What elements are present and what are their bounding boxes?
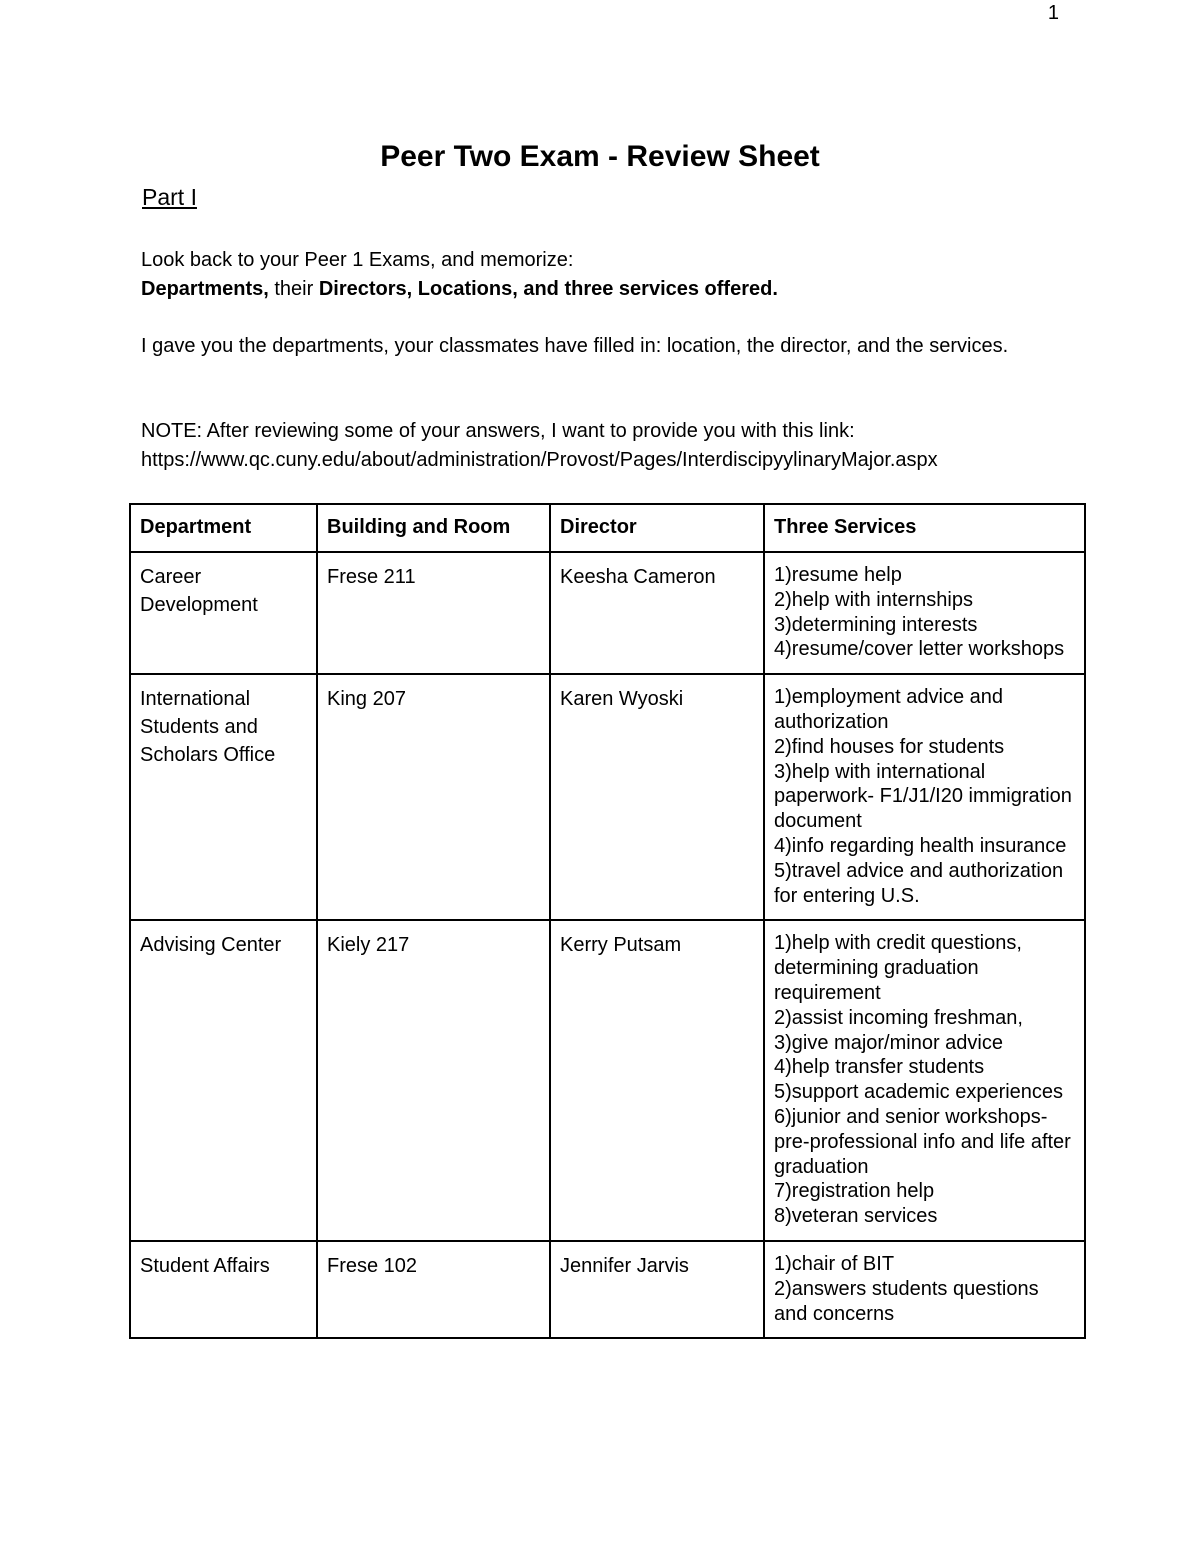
service-item: 6)junior and senior workshops- pre-professional info and life after graduation <box>774 1105 1071 1178</box>
service-item: 4)help transfer students <box>774 1056 985 1079</box>
cell-building: Kiely 217 <box>317 920 550 1241</box>
page-title: Peer Two Exam - Review Sheet <box>380 140 820 173</box>
service-item: 5)travel advice and authorization for entering U.S. <box>774 859 1064 907</box>
cell-department: International Students and Scholars Office <box>130 674 317 920</box>
cell-director: Kerry Putsam <box>550 920 764 1241</box>
instructions-paragraph: I gave you the departments, your classmates have filled in: location, the director, and the services. <box>141 335 1009 357</box>
service-item: 4)info regarding health insurance <box>774 834 1067 857</box>
note-text: NOTE: After reviewing some of your answers, I want to provide you with this link: <box>141 420 855 442</box>
header-services: Three Services <box>764 504 1085 552</box>
table-header-row <box>130 504 1085 552</box>
part-heading: Part I <box>142 184 197 210</box>
table-row <box>130 1241 1085 1338</box>
header-building: Building and Room <box>317 504 550 552</box>
service-item: 3)give major/minor advice <box>774 1031 1003 1054</box>
service-item: 7)registration help <box>774 1180 935 1203</box>
note-paragraph <box>141 417 1071 474</box>
cell-department: Career Development <box>130 552 317 674</box>
page-number: 1 <box>1047 2 1059 24</box>
intro-their: their <box>268 277 319 300</box>
service-item: 3)help with international paperwork- F1/J1/I20 immigration document <box>774 760 1072 833</box>
header-department: Department <box>130 504 317 552</box>
service-item: 4)resume/cover letter workshops <box>774 638 1065 661</box>
service-item: 2)find houses for students <box>774 735 1005 758</box>
cell-building: Frese 102 <box>317 1241 550 1338</box>
table-row <box>130 674 1085 920</box>
cell-director: Keesha Cameron <box>550 552 764 674</box>
service-item: 8)veteran services <box>774 1205 938 1228</box>
cell-director: Karen Wyoski <box>550 674 764 920</box>
table-row <box>130 920 1085 1241</box>
cell-building: King 207 <box>317 674 550 920</box>
table-row <box>130 552 1085 674</box>
service-item: 1)employment advice and authorization <box>774 686 1004 733</box>
service-item: 2)answers students questions and concerns <box>774 1277 1039 1325</box>
intro-bold-departments: Departments, <box>141 277 269 300</box>
cell-services <box>764 552 1085 674</box>
header-director: Director <box>550 504 764 552</box>
cell-department: Advising Center <box>130 920 317 1241</box>
cell-director: Jennifer Jarvis <box>550 1241 764 1338</box>
service-item: 2)help with internships <box>774 588 973 611</box>
cell-services <box>764 920 1085 1241</box>
service-item: 2)assist incoming freshman, <box>774 1006 1023 1029</box>
service-item: 5)support academic experiences <box>774 1081 1064 1104</box>
intro-bold-line <box>141 275 1071 304</box>
cell-services <box>764 1241 1085 1338</box>
intro-paragraph <box>141 246 1071 303</box>
service-item: 3)determining interests <box>774 613 978 636</box>
cell-department: Student Affairs <box>130 1241 317 1338</box>
service-item: 1)help with credit questions, determining graduation requirement <box>774 932 1022 1004</box>
cell-services <box>764 674 1085 920</box>
cell-building: Frese 211 <box>317 552 550 674</box>
departments-table <box>129 503 1086 1339</box>
service-item: 1)resume help <box>774 564 902 586</box>
intro-bold-details: Directors, Locations, and three services offered. <box>318 277 778 300</box>
service-item: 1)chair of BIT <box>774 1252 895 1275</box>
note-link[interactable]: https://www.qc.cuny.edu/about/administration/Provost/Pages/InterdiscipyylinaryMajor.aspx <box>141 448 938 471</box>
intro-line: Look back to your Peer 1 Exams, and memorize: <box>141 249 574 271</box>
